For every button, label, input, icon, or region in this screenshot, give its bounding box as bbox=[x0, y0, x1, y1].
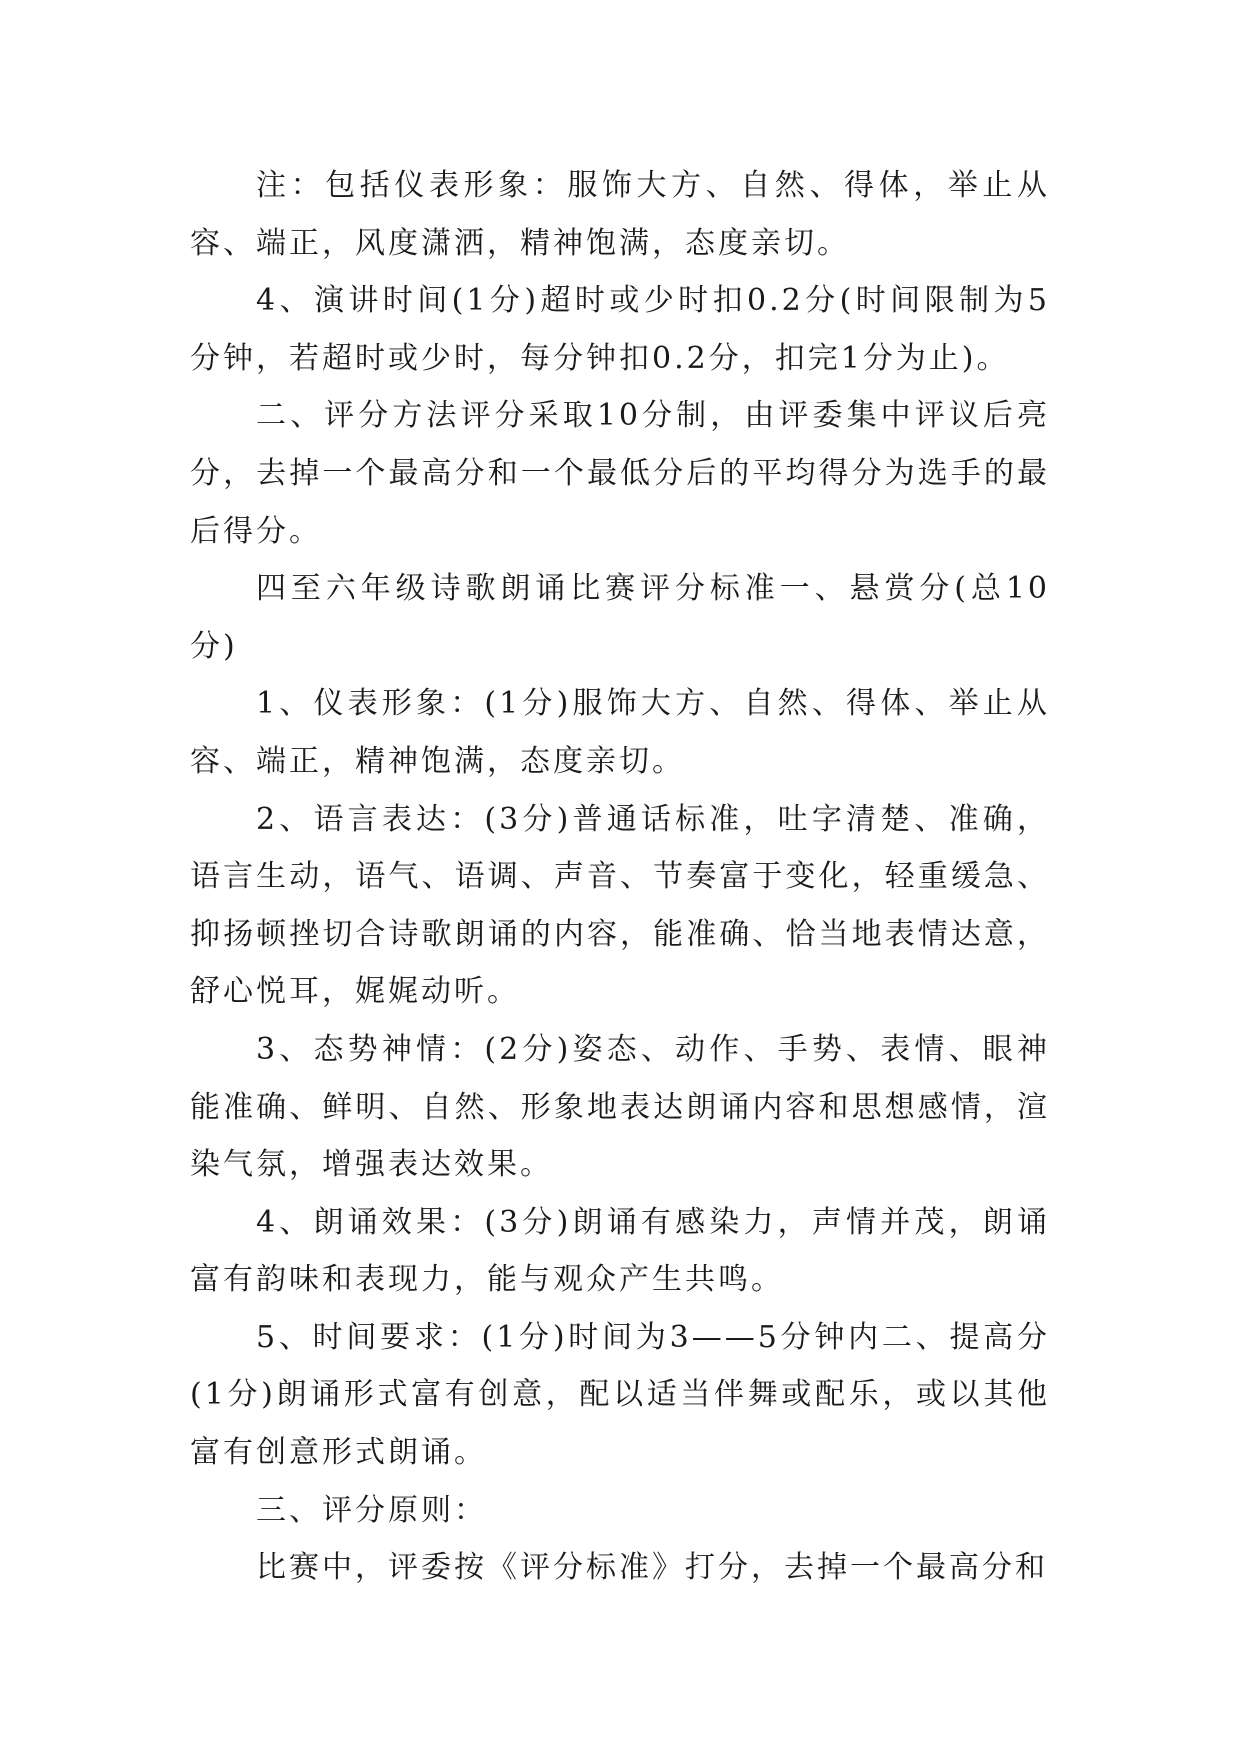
paragraph-time-requirement: 5、时间要求：(1分)时间为3——5分钟内二、提高分(1分)朗诵形式富有创意，配以适当伴舞或配乐，或以其他富有创意形式朗诵。 bbox=[190, 1319, 1050, 1471]
paragraph-note-appearance: 注：包括仪表形象：服饰大方、自然、得体，举止从容、端正，风度潇洒，精神饱满，态度亲切。 bbox=[190, 168, 1050, 261]
paragraph-posture-expression: 3、态势神情：(2分)姿态、动作、手势、表情、眼神能准确、鲜明、自然、形象地表达朗诵内容和思想感情，渲染气氛，增强表达效果。 bbox=[190, 1031, 1050, 1183]
paragraph-scoring-method: 二、评分方法评分采取10分制，由评委集中评议后亮分，去掉一个最高分和一个最低分后的平均得分为选手的最后得分。 bbox=[190, 398, 1050, 549]
paragraph-speech-time: 4、演讲时间(1分)超时或少时扣0.2分(时间限制为5分钟，若超时或少时，每分钟扣0.2分，扣完1分为止)。 bbox=[190, 283, 1050, 376]
paragraph-language-expression: 2、语言表达：(3分)普通话标准，吐字清楚、准确，语言生动，语气、语调、声音、节奏富于变化，轻重缓急、抑扬顿挫切合诗歌朗诵的内容，能准确、恰当地表情达意，舒心悦耳，娓娓动听。 bbox=[190, 801, 1050, 1010]
paragraph-poetry-heading: 四至六年级诗歌朗诵比赛评分标准一、悬赏分(总10分) bbox=[190, 571, 1050, 664]
paragraph-recitation-effect: 4、朗诵效果：(3分)朗诵有感染力，声情并茂，朗诵富有韵味和表现力，能与观众产生共鸣。 bbox=[190, 1204, 1050, 1298]
document-body bbox=[190, 157, 1050, 1597]
paragraph-scoring-principles: 比赛中，评委按《评分标准》打分，去掉一个最高分和 bbox=[256, 1550, 1048, 1586]
paragraph-scoring-principles-heading: 三、评分原则： bbox=[256, 1492, 487, 1528]
paragraph-appearance: 1、仪表形象：(1分)服饰大方、自然、得体、举止从容、端正，精神饱满，态度亲切。 bbox=[190, 686, 1050, 779]
